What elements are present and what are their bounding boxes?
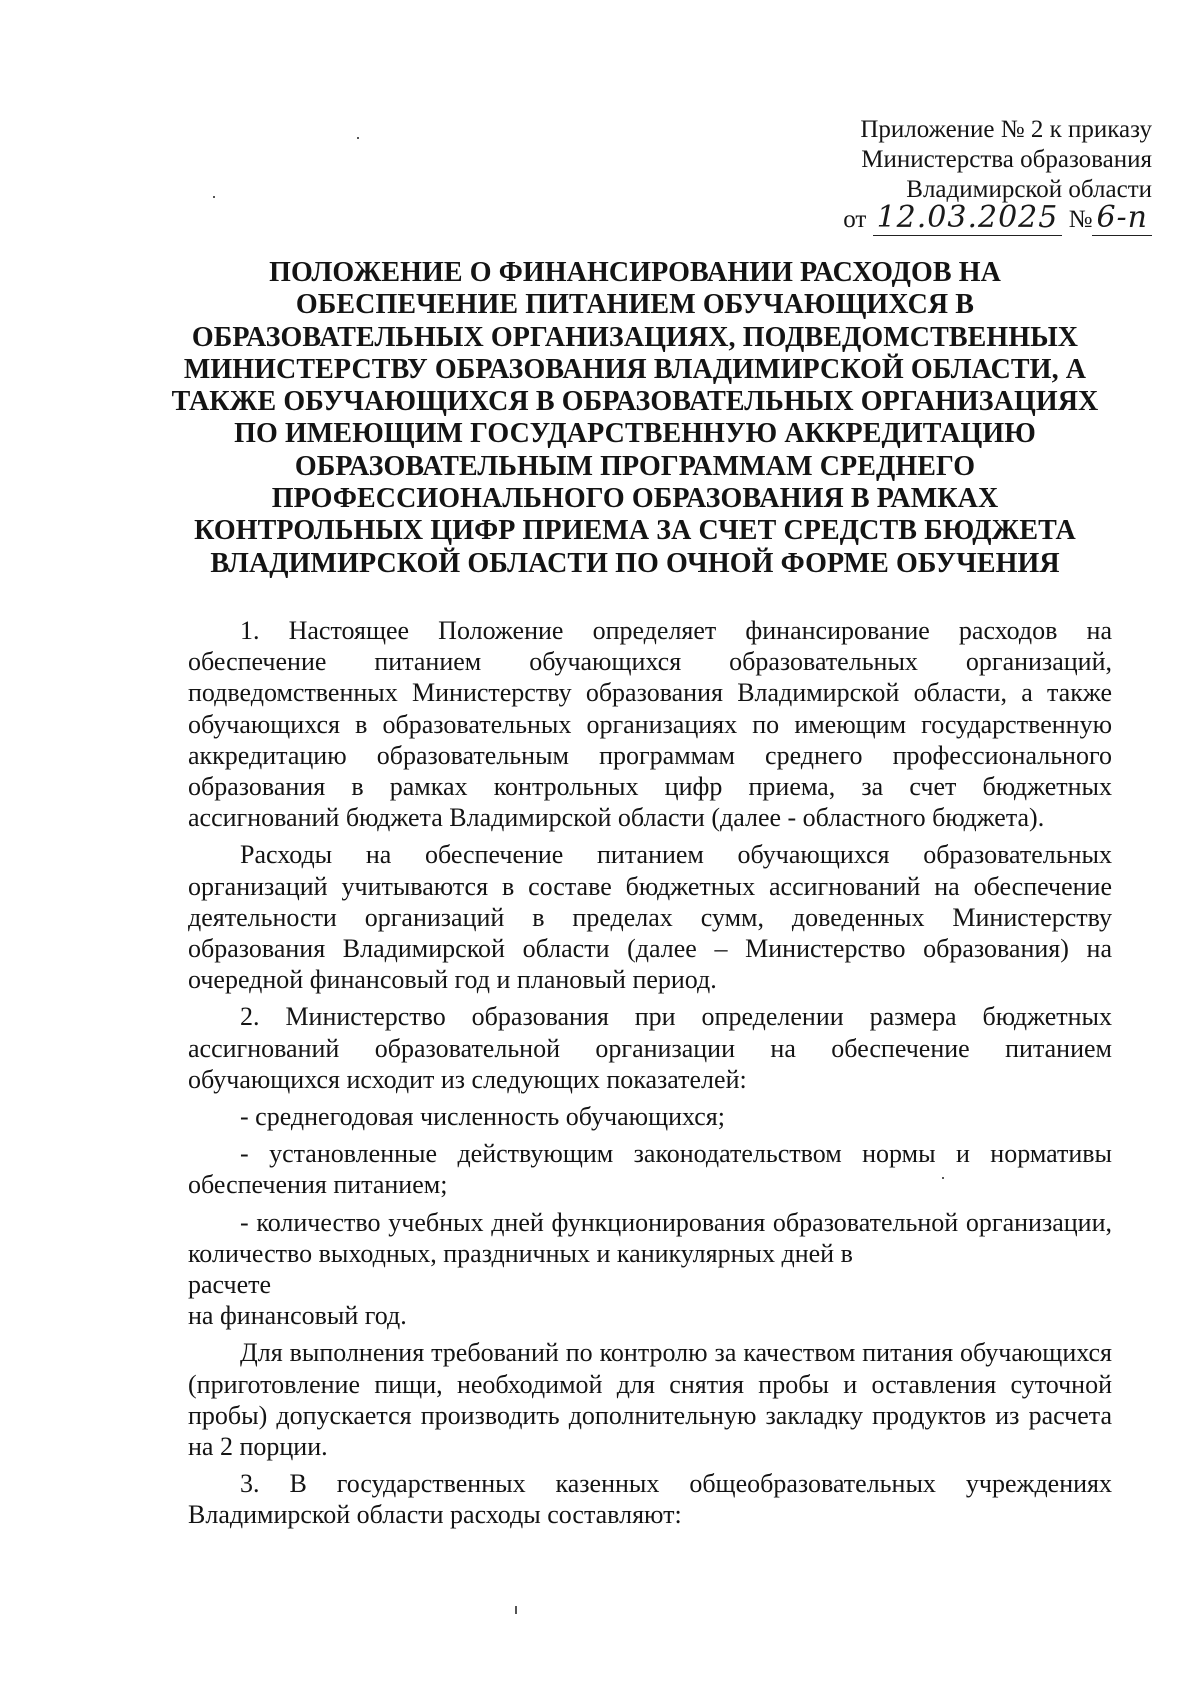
title-line: ОБРАЗОВАТЕЛЬНЫМ ПРОГРАММАМ СРЕДНЕГО bbox=[294, 450, 976, 482]
list-item-days: - количество учебных дней функционирования образовательной организации, количество выходных, праздничных и каникулярных дней в bbox=[188, 1207, 1112, 1268]
title-line: ПРОФЕССИОНАЛЬНОГО ОБРАЗОВАНИЯ В РАМКАХ bbox=[271, 483, 999, 515]
number-prefix: № bbox=[1068, 206, 1093, 233]
order-date-line bbox=[792, 200, 1152, 235]
document-body bbox=[188, 615, 1112, 1537]
list-item-norms: - установленные действующим законодательством нормы и нормативы обеспечения питанием; bbox=[188, 1139, 1112, 1200]
appendix-line-1: Приложение № 2 к приказу bbox=[860, 116, 1152, 143]
scan-speck bbox=[213, 196, 215, 198]
appendix-header bbox=[792, 115, 1152, 235]
list-item-days-cont-2: на финансовый год. bbox=[188, 1301, 407, 1331]
scan-speck bbox=[942, 1177, 944, 1179]
handwritten-date: 12.03.2025 bbox=[873, 200, 1063, 236]
paragraph-2: Расходы на обеспечение питанием обучающихся образовательных организаций учитываются в составе бюджетных ассигнований на обеспечение деятельности организаций в пределах сумм, доведенных Министерству образования Владимирской области (далее – Министерство образования) на очередной финансовый год и плановый период. bbox=[188, 840, 1112, 995]
title-line: КОНТРОЛЬНЫХ ЦИФР ПРИЕМА ЗА СЧЕТ СРЕДСТВ БЮДЖЕТА bbox=[194, 515, 1076, 547]
title-line: ОБЕСПЕЧЕНИЕ ПИТАНИЕМ ОБУЧАЮЩИХСЯ В bbox=[295, 289, 975, 321]
document-title bbox=[160, 257, 1110, 580]
title-line: ВЛАДИМИРСКОЙ ОБЛАСТИ ПО ОЧНОЙ ФОРМЕ ОБУЧЕНИЯ bbox=[210, 547, 1060, 579]
scan-speck bbox=[515, 1606, 517, 1614]
title-line: ОБРАЗОВАТЕЛЬНЫХ ОРГАНИЗАЦИЯХ, ПОДВЕДОМСТВЕННЫХ bbox=[191, 321, 1079, 353]
paragraph-quality-control: Для выполнения требований по контролю за качеством питания обучающихся (приготовление пищи, необходимой для снятия пробы и оставления суточной пробы) допускается производить дополнительную закладку продуктов из расчета на 2 порции. bbox=[188, 1338, 1112, 1462]
paragraph-1: 1. Настоящее Положение определяет финансирование расходов на обеспечение питанием обучающихся образовательных организаций, подведомственных Министерству образования Владимирской области, а также обучающихся в образовательных организациях по имеющим государственную аккредитацию образовательным программам среднего профессионального образования в рамках контрольных цифр приема, за счет бюджетных ассигнований бюджета Владимирской области (далее - областного бюджета). bbox=[188, 616, 1112, 833]
paragraph-4: 3. В государственных казенных общеобразовательных учреждениях Владимирской области расходы составляют: bbox=[188, 1469, 1112, 1530]
handwritten-number: 6-п bbox=[1092, 200, 1152, 236]
date-prefix: от bbox=[843, 206, 867, 233]
list-item-days-cont-1: расчете bbox=[188, 1270, 272, 1300]
title-line: ПОЛОЖЕНИЕ О ФИНАНСИРОВАНИИ РАСХОДОВ НА bbox=[269, 257, 1001, 288]
title-line: ПО ИМЕЮЩИМ ГОСУДАРСТВЕННУЮ АККРЕДИТАЦИЮ bbox=[234, 418, 1036, 450]
appendix-line-3: Владимирской области bbox=[906, 176, 1152, 203]
list-item-headcount: - среднегодовая численность обучающихся; bbox=[240, 1102, 725, 1132]
title-line: ТАКЖЕ ОБУЧАЮЩИХСЯ В ОБРАЗОВАТЕЛЬНЫХ ОРГАНИЗАЦИЯХ bbox=[171, 386, 1099, 418]
title-line: МИНИСТЕРСТВУ ОБРАЗОВАНИЯ ВЛАДИМИРСКОЙ ОБЛАСТИ, А bbox=[183, 353, 1087, 385]
appendix-line-2: Министерства образования bbox=[861, 146, 1152, 173]
scan-speck bbox=[357, 137, 359, 139]
paragraph-3: 2. Министерство образования при определении размера бюджетных ассигнований образовательной организации на обеспечение питанием обучающихся исходит из следующих показателей: bbox=[188, 1002, 1112, 1094]
